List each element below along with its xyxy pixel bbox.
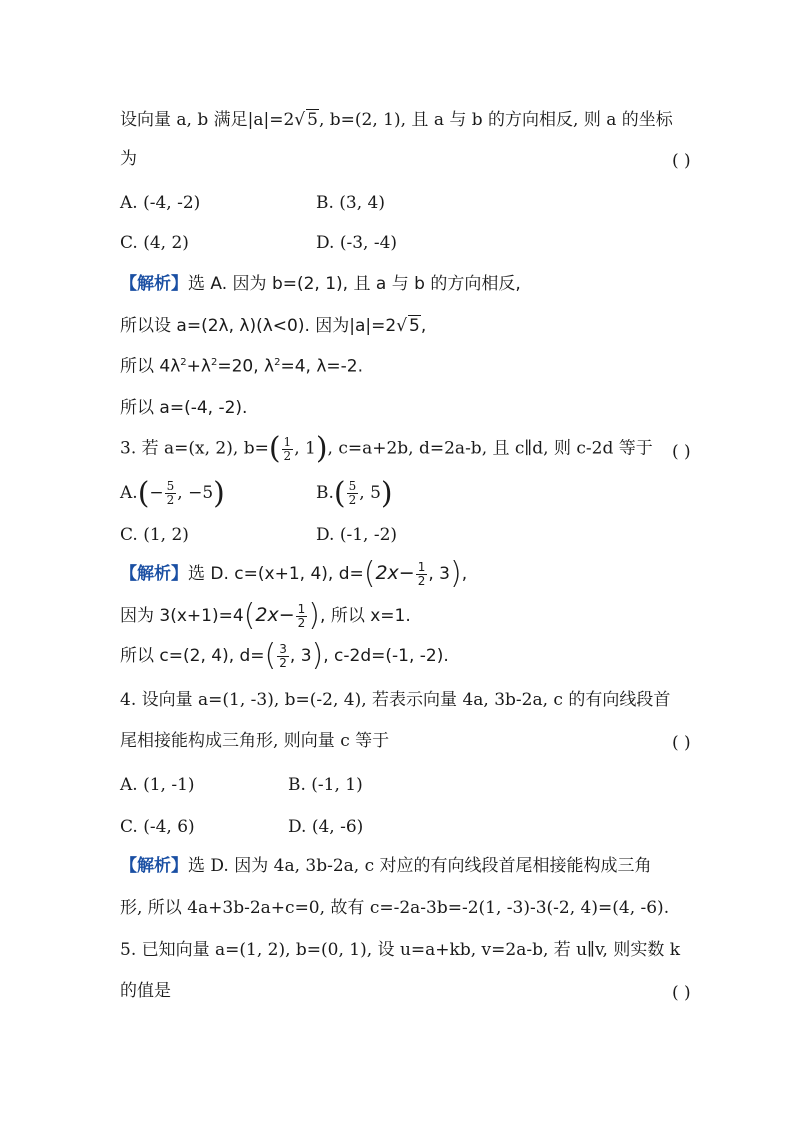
q4-option-a: A. (1, -1) xyxy=(120,775,195,795)
q4-solution-line2: 形, 所以 4a+3b-2a+c=0, 故有 c=-2a-3b=-2(1, -3)-3(-2, 4)=(4, -6). xyxy=(120,898,670,918)
q2-stem-line1: 设向量 a, b 满足|a|=2√ 5, b=(2, 1), 且 a 与 b 的方向相反, 则 a 的坐标 xyxy=(120,110,673,130)
q3-stem: 3. 若 a=(x, 2), b=( $\frac{1}{2}$ , 1), c=a+2b, d=2a-b, 且 c∥d, 则 c-2d 等于 xyxy=(120,431,653,466)
q2-option-b: B. (3, 4) xyxy=(316,193,386,213)
q5-stem-line1: 5. 已知向量 a=(1, 2), b=(0, 1), 设 u=a+kb, v=2a-b, 若 u∥v, 则实数 k xyxy=(120,940,681,960)
solution-tag: 【解析】 xyxy=(120,274,188,294)
fraction: $\frac{1}{2}$ xyxy=(417,559,426,588)
q2-solution-line3: 所以 $4\lambda^2+\lambda^2=20$, $\lambda^2=4$, λ=-2. xyxy=(120,356,363,377)
solution-tag: 【解析】 xyxy=(120,856,188,876)
q4-option-c: C. (-4, 6) xyxy=(120,817,195,837)
fraction: $\frac{5}{2}$ xyxy=(166,479,175,507)
q2-answer-blank: ( ) xyxy=(672,151,691,171)
q4-stem-line2: 尾相接能构成三角形, 则向量 c 等于 xyxy=(120,731,390,751)
q3-solution-line1: 【解析】选 D. c=(x+1, 4), d=(2x− $\frac{1}{2}$ , 3), xyxy=(120,556,468,591)
q2-option-a: A. (-4, -2) xyxy=(120,193,201,213)
fraction: $\frac{3}{2}$ xyxy=(279,641,287,670)
q3-option-d: D. (-1, -2) xyxy=(316,525,398,545)
q5-stem-line2: 的值是 xyxy=(120,981,171,1001)
q3-option-b: B.( $\frac{5}{2}$ , 5) xyxy=(316,476,393,511)
q3-solution-line3: 所以 c=(2, 4), d=( $\frac{3}{2}$ , 3), c-2d=(-1, -2). xyxy=(120,638,449,673)
sqrt-symbol: √ 5 xyxy=(396,316,420,336)
q2-solution-line1: 【解析】选 A. 因为 b=(2, 1), 且 a 与 b 的方向相反, xyxy=(120,274,521,294)
q3-option-a: A.(− $\frac{5}{2}$ , −5) xyxy=(120,476,225,511)
sqrt-symbol: √ 5 xyxy=(294,110,318,130)
fraction: $\frac{5}{2}$ xyxy=(348,479,357,507)
q3-option-c: C. (1, 2) xyxy=(120,525,189,545)
q4-option-b: B. (-1, 1) xyxy=(288,775,363,795)
q4-solution-line1: 【解析】选 D. 因为 4a, 3b-2a, c 对应的有向线段首尾相接能构成三角 xyxy=(120,856,652,876)
q4-option-d: D. (4, -6) xyxy=(288,817,364,837)
q2-option-d: D. (-3, -4) xyxy=(316,233,398,253)
q2-solution-line4: 所以 a=(-4, -2). xyxy=(120,398,248,418)
q3-answer-blank: ( ) xyxy=(672,442,691,462)
solution-tag: 【解析】 xyxy=(120,564,188,584)
q2-stem-line2: 为 xyxy=(120,149,137,169)
q2-solution-line2: 所以设 a=(2λ, λ)(λ<0). 因为|a|=2√ 5, xyxy=(120,316,427,336)
q5-answer-blank: ( ) xyxy=(672,983,691,1003)
q4-stem-line1: 4. 设向量 a=(1, -3), b=(-2, 4), 若表示向量 4a, 3b-2a, c 的有向线段首 xyxy=(120,690,671,710)
q2-option-c: C. (4, 2) xyxy=(120,233,189,253)
q3-solution-line2: 因为 3(x+1)=4(2x− $\frac{1}{2}$ ), 所以 x=1. xyxy=(120,598,411,633)
q4-answer-blank: ( ) xyxy=(672,733,691,753)
fraction: $\frac{1}{2}$ xyxy=(297,601,306,630)
fraction: $\frac{1}{2}$ xyxy=(283,434,292,463)
